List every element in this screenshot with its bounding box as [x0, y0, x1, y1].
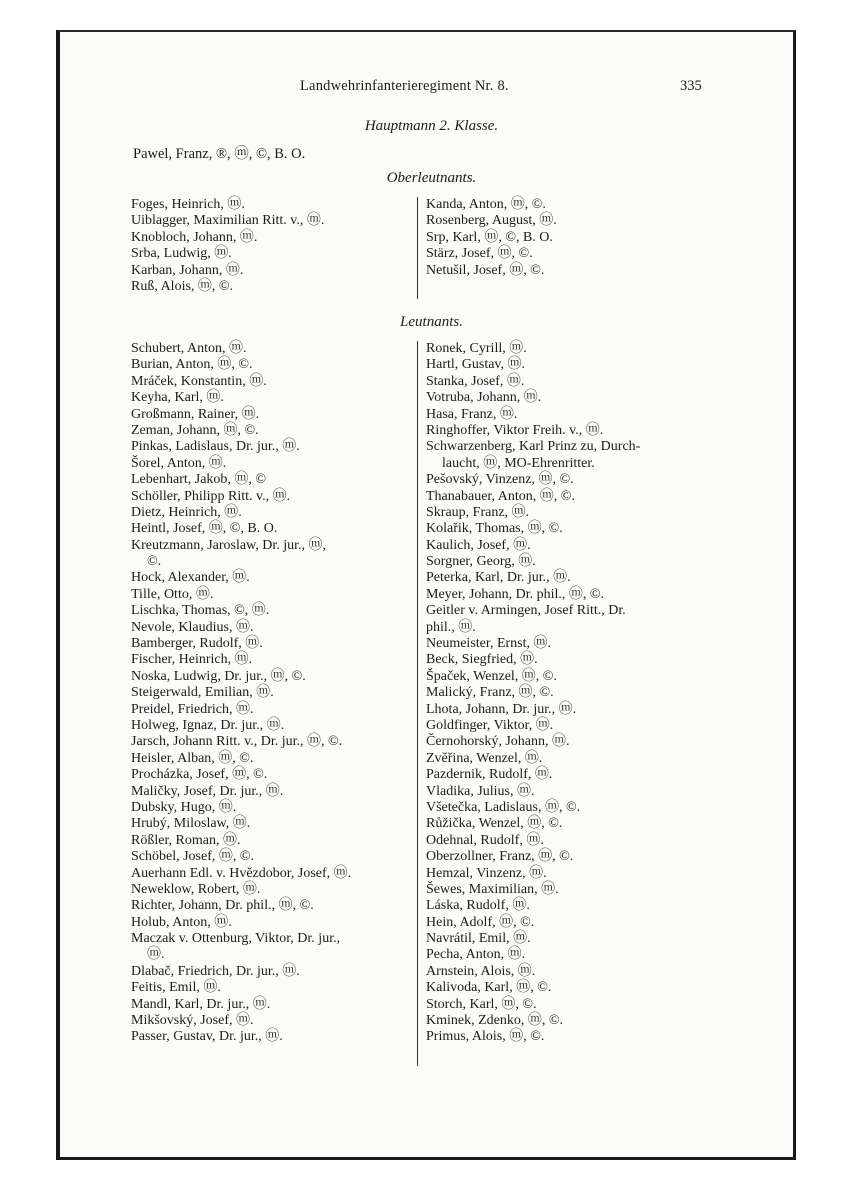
roster-entry: Lischka, Thomas, ©, ⓜ.: [131, 603, 270, 619]
roster-entry: Špaček, Wenzel, ⓜ, ©.: [426, 668, 557, 684]
oberleutnants-left-column: [131, 197, 413, 295]
roster-entry: Dubsky, Hugo, ⓜ.: [131, 799, 237, 815]
roster-entry: Stanka, Josef, ⓜ.: [426, 373, 525, 389]
roster-entry: Holub, Anton, ⓜ.: [131, 914, 232, 930]
roster-entry: Maczak v. Ottenburg, Viktor, Dr. jur.,: [131, 931, 341, 947]
roster-entry: Hasa, Franz, ⓜ.: [426, 406, 518, 422]
roster-entry: Karban, Johann, ⓜ.: [131, 262, 244, 278]
oberleutnants-right-column: [426, 197, 726, 279]
roster-entry: Mikšovský, Josef, ⓜ.: [131, 1013, 254, 1029]
roster-entry: Mandl, Karl, Dr. jur., ⓜ.: [131, 996, 271, 1012]
roster-entry: Thanabauer, Anton, ⓜ, ©.: [426, 488, 575, 504]
section-heading-leutnants: Leutnants.: [400, 314, 463, 330]
roster-entry: Zvěřina, Wenzel, ⓜ.: [426, 750, 543, 766]
column-divider-leutnants: [417, 341, 418, 1066]
roster-entry: Maličky, Josef, Dr. jur., ⓜ.: [131, 783, 284, 799]
roster-entry: Holweg, Ignaz, Dr. jur., ⓜ.: [131, 717, 285, 733]
roster-entry: Keyha, Karl, ⓜ.: [131, 390, 224, 406]
roster-entry: Jarsch, Johann Ritt. v., Dr. jur., ⓜ, ©.: [131, 734, 343, 750]
roster-entry: Rosenberg, August, ⓜ.: [426, 213, 557, 229]
roster-entry: Lhota, Johann, Dr. jur., ⓜ.: [426, 701, 577, 717]
roster-entry: Pešovský, Vinzenz, ⓜ, ©.: [426, 472, 574, 488]
roster-entry: Schubert, Anton, ⓜ.: [131, 341, 247, 356]
roster-entry: Foges, Heinrich, ⓜ.: [131, 197, 245, 212]
roster-entry: Peterka, Karl, Dr. jur., ⓜ.: [426, 570, 571, 586]
roster-entry: Heisler, Alban, ⓜ, ©.: [131, 750, 254, 766]
roster-entry: Beck, Siegfried, ⓜ.: [426, 652, 538, 668]
roster-entry: Richter, Johann, Dr. phil., ⓜ, ©.: [131, 898, 314, 914]
roster-entry: Malický, Franz, ⓜ, ©.: [426, 685, 554, 701]
leutnants-right-column: [426, 341, 726, 1046]
roster-entry: Černohorský, Johann, ⓜ.: [426, 734, 570, 750]
roster-entry: Passer, Gustav, Dr. jur., ⓜ.: [131, 1029, 283, 1045]
roster-entry: Burian, Anton, ⓜ, ©.: [131, 357, 253, 373]
roster-entry: Mráček, Konstantin, ⓜ.: [131, 373, 267, 389]
roster-entry: Láska, Rudolf, ⓜ.: [426, 898, 530, 914]
entry-hauptmann: Pawel, Franz, ®, ⓜ, ©, B. O.: [133, 146, 306, 162]
roster-entry: Fischer, Heinrich, ⓜ.: [131, 652, 253, 668]
roster-entry: Kolařik, Thomas, ⓜ, ©.: [426, 521, 563, 537]
roster-entry: Nevole, Klaudius, ⓜ.: [131, 619, 254, 635]
roster-entry: Neweklow, Robert, ⓜ.: [131, 881, 261, 897]
roster-entry: Goldfinger, Viktor, ⓜ.: [426, 717, 554, 733]
roster-entry: Hemzal, Vinzenz, ⓜ.: [426, 865, 547, 881]
roster-entry: Šorel, Anton, ⓜ.: [131, 455, 227, 471]
leutnants-left-column: [131, 341, 413, 1046]
running-title: Landwehrinfanterieregiment Nr. 8.: [300, 78, 509, 94]
roster-entry: Großmann, Rainer, ⓜ.: [131, 406, 260, 422]
column-divider-oberleutnants: [417, 197, 418, 299]
roster-entry: Zeman, Johann, ⓜ, ©.: [131, 422, 259, 438]
roster-entry: ⓜ.: [147, 947, 165, 963]
roster-entry: phil., ⓜ.: [426, 619, 476, 635]
roster-entry: Odehnal, Rudolf, ⓜ.: [426, 832, 544, 848]
roster-entry: Kanda, Anton, ⓜ, ©.: [426, 197, 546, 212]
roster-entry: Hein, Adolf, ⓜ, ©.: [426, 914, 535, 930]
roster-entry: Storch, Karl, ⓜ, ©.: [426, 996, 537, 1012]
roster-entry: Kminek, Zdenko, ⓜ, ©.: [426, 1013, 564, 1029]
roster-entry: Votruba, Johann, ⓜ.: [426, 390, 542, 406]
roster-entry: Růžička, Wenzel, ⓜ, ©.: [426, 816, 563, 832]
page-number: 335: [680, 78, 702, 94]
roster-entry: Schwarzenberg, Karl Prinz zu, Durch-: [426, 439, 641, 455]
roster-entry: Heintl, Josef, ⓜ, ©, B. O.: [131, 521, 278, 537]
roster-entry: Knobloch, Johann, ⓜ.: [131, 229, 258, 245]
roster-entry: Lebenhart, Jakob, ⓜ, ©: [131, 472, 267, 488]
roster-entry: Preidel, Friedrich, ⓜ.: [131, 701, 254, 717]
roster-entry: Tille, Otto, ⓜ.: [131, 586, 214, 602]
roster-entry: Schöbel, Josef, ⓜ, ©.: [131, 849, 255, 865]
roster-entry: Netušil, Josef, ⓜ, ©.: [426, 262, 545, 278]
running-header: [0, 78, 863, 98]
roster-entry: Rößler, Roman, ⓜ.: [131, 832, 241, 848]
roster-entry: Kaulich, Josef, ⓜ.: [426, 537, 531, 553]
roster-entry: Bamberger, Rudolf, ⓜ.: [131, 636, 263, 652]
roster-entry: Šewes, Maximilian, ⓜ.: [426, 881, 559, 897]
roster-entry: Meyer, Johann, Dr. phil., ⓜ, ©.: [426, 586, 605, 602]
roster-entry: Ronek, Cyrill, ⓜ.: [426, 341, 527, 356]
roster-entry: Neumeister, Ernst, ⓜ.: [426, 636, 552, 652]
roster-entry: Srp, Karl, ⓜ, ©, B. O.: [426, 229, 553, 245]
roster-entry: Srba, Ludwig, ⓜ.: [131, 246, 232, 262]
roster-entry: Dlabač, Friedrich, Dr. jur., ⓜ.: [131, 963, 300, 979]
roster-entry: Hrubý, Miloslaw, ⓜ.: [131, 816, 251, 832]
roster-entry: Hock, Alexander, ⓜ.: [131, 570, 250, 586]
roster-entry: Ruß, Alois, ⓜ, ©.: [131, 278, 234, 294]
roster-entry: Primus, Alois, ⓜ, ©.: [426, 1029, 545, 1045]
roster-entry: Hartl, Gustav, ⓜ.: [426, 357, 526, 373]
roster-entry: Dietz, Heinrich, ⓜ.: [131, 504, 242, 520]
roster-entry: Sorgner, Georg, ⓜ.: [426, 554, 536, 570]
roster-entry: Auerhann Edl. v. Hvězdobor, Josef, ⓜ.: [131, 865, 352, 881]
section-heading-oberleutnants: Oberleutnants.: [386, 170, 477, 186]
roster-entry: Arnstein, Alois, ⓜ.: [426, 963, 536, 979]
roster-entry: Oberzollner, Franz, ⓜ, ©.: [426, 849, 574, 865]
roster-entry: Kalivoda, Karl, ⓜ, ©.: [426, 980, 552, 996]
roster-entry: Stärz, Josef, ⓜ, ©.: [426, 246, 533, 262]
roster-entry: ©.: [147, 554, 162, 570]
roster-entry: Pazdernik, Rudolf, ⓜ.: [426, 767, 553, 783]
roster-entry: Feitis, Emil, ⓜ.: [131, 980, 221, 996]
roster-entry: Ringhoffer, Viktor Freih. v., ⓜ.: [426, 422, 604, 438]
roster-entry: Procházka, Josef, ⓜ, ©.: [131, 767, 268, 783]
roster-entry: Kreutzmann, Jaroslaw, Dr. jur., ⓜ,: [131, 537, 327, 553]
roster-entry: Skraup, Franz, ⓜ.: [426, 504, 530, 520]
roster-entry: Všetečka, Ladislaus, ⓜ, ©.: [426, 799, 581, 815]
roster-entry: Schöller, Philipp Ritt. v., ⓜ.: [131, 488, 291, 504]
roster-entry: Vladika, Julius, ⓜ.: [426, 783, 535, 799]
roster-entry: Noska, Ludwig, Dr. jur., ⓜ, ©.: [131, 668, 306, 684]
roster-entry: Uiblagger, Maximilian Ritt. v., ⓜ.: [131, 213, 325, 229]
roster-entry: Geitler v. Armingen, Josef Ritt., Dr.: [426, 603, 626, 619]
section-heading-hauptmann: Hauptmann 2. Klasse.: [364, 118, 499, 134]
roster-entry: Pecha, Anton, ⓜ.: [426, 947, 526, 963]
roster-entry: Pinkas, Ladislaus, Dr. jur., ⓜ.: [131, 439, 300, 455]
roster-entry: laucht, ⓜ, MO-Ehrenritter.: [442, 455, 595, 471]
roster-entry: Navrátil, Emil, ⓜ.: [426, 931, 531, 947]
roster-entry: Steigerwald, Emilian, ⓜ.: [131, 685, 274, 701]
